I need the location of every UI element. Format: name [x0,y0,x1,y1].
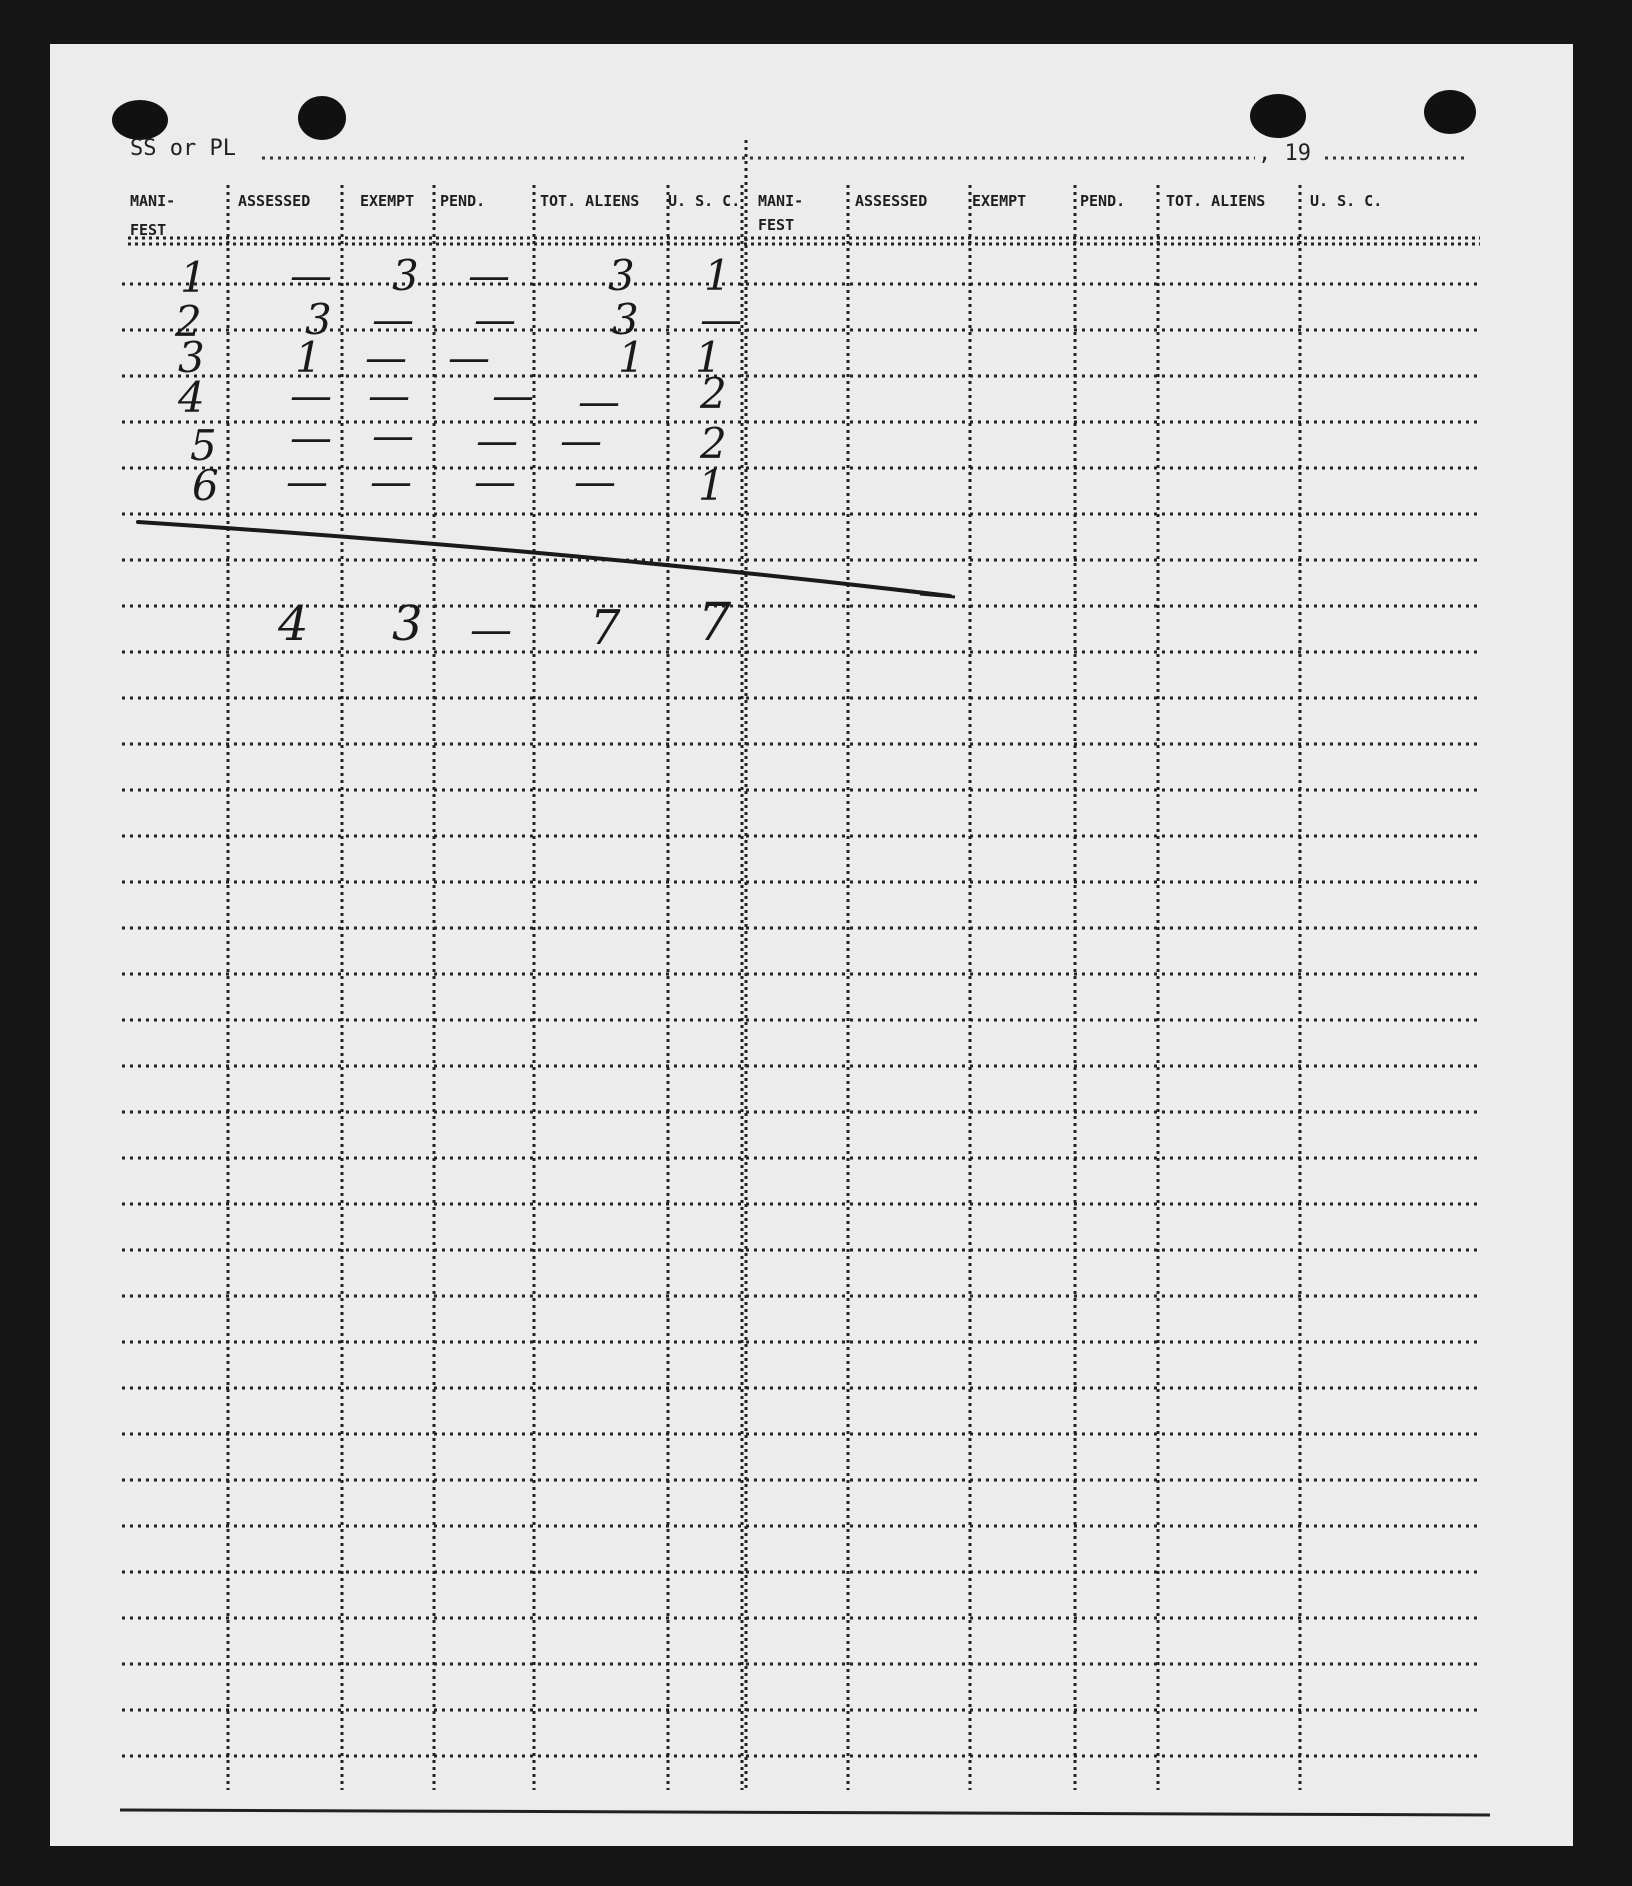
assessed-cell: 1 [295,333,322,382]
pend-cell: — [474,295,516,344]
svg-text:U. S. C.: U. S. C. [1310,192,1383,210]
usc-cell: 2 [700,419,727,468]
svg-text:MANI-: MANI- [130,192,176,210]
total-tot-aliens: 7 [590,600,621,656]
exempt-cell: — [372,295,414,344]
svg-text:TOT. ALIENS: TOT. ALIENS [1166,192,1266,210]
punch-hole-icon [1250,94,1306,138]
punch-hole-icon [298,96,346,140]
svg-text:ASSESSED: ASSESSED [238,192,311,210]
total-assessed: 4 [278,596,309,652]
tot-aliens-cell: 3 [612,295,639,344]
svg-text:MANI-: MANI- [758,192,804,210]
manifest-cell: 4 [178,373,205,422]
total-pend: — [470,605,512,654]
svg-text:EXEMPT: EXEMPT [360,192,415,210]
bottom-rule [120,1810,1490,1815]
assessed-cell: — [290,251,332,300]
usc-cell: 1 [698,461,725,510]
assessed-cell: 3 [305,295,332,344]
exempt-cell: — [370,457,412,506]
punch-hole-icon [1424,90,1476,134]
usc-cell: 1 [695,333,722,382]
pend-cell: — [468,251,510,300]
handwritten-entries [174,251,742,656]
svg-text:TOT. ALIENS: TOT. ALIENS [540,192,640,210]
punch-hole-icon [112,100,168,140]
pend-cell: — [476,416,518,465]
manifest-cell: 6 [192,461,219,510]
manifest-cell: 2 [175,297,202,346]
svg-text:U. S. C.: U. S. C. [668,192,741,210]
pend-cell: — [474,457,516,506]
total-usc: 7 [698,593,732,653]
tot-aliens-cell: 3 [608,251,635,300]
manifest-cell: 5 [190,421,217,470]
assessed-cell: — [290,413,332,462]
ship-label: SS or PL [130,136,236,161]
tot-aliens-cell: — [574,457,616,506]
year-label: , 19 [1258,141,1311,166]
manifest-cell: 3 [178,333,205,382]
svg-text:ASSESSED: ASSESSED [855,192,928,210]
tot-aliens-cell: — [578,377,620,426]
usc-cell: — [700,295,742,344]
tot-aliens-cell: 1 [618,333,645,382]
svg-text:EXEMPT: EXEMPT [972,192,1027,210]
exempt-cell: — [365,333,407,382]
exempt-cell: 3 [392,251,419,300]
svg-text:FEST: FEST [130,221,167,239]
svg-text:FEST: FEST [758,216,795,234]
usc-cell: 1 [704,251,731,300]
tot-aliens-cell: — [560,416,602,465]
manifest-cell: 1 [180,253,207,302]
pend-cell: — [448,333,490,382]
svg-text:PEND.: PEND. [440,192,486,210]
exempt-cell: — [372,411,414,460]
usc-cell: 2 [700,369,727,418]
assessed-cell: — [286,457,328,506]
column-headers-right [758,192,1382,234]
svg-text:PEND.: PEND. [1080,192,1126,210]
assessed-cell: — [290,371,332,420]
total-exempt: 3 [392,596,423,652]
exempt-cell: — [368,371,410,420]
pend-cell: — [492,371,534,420]
